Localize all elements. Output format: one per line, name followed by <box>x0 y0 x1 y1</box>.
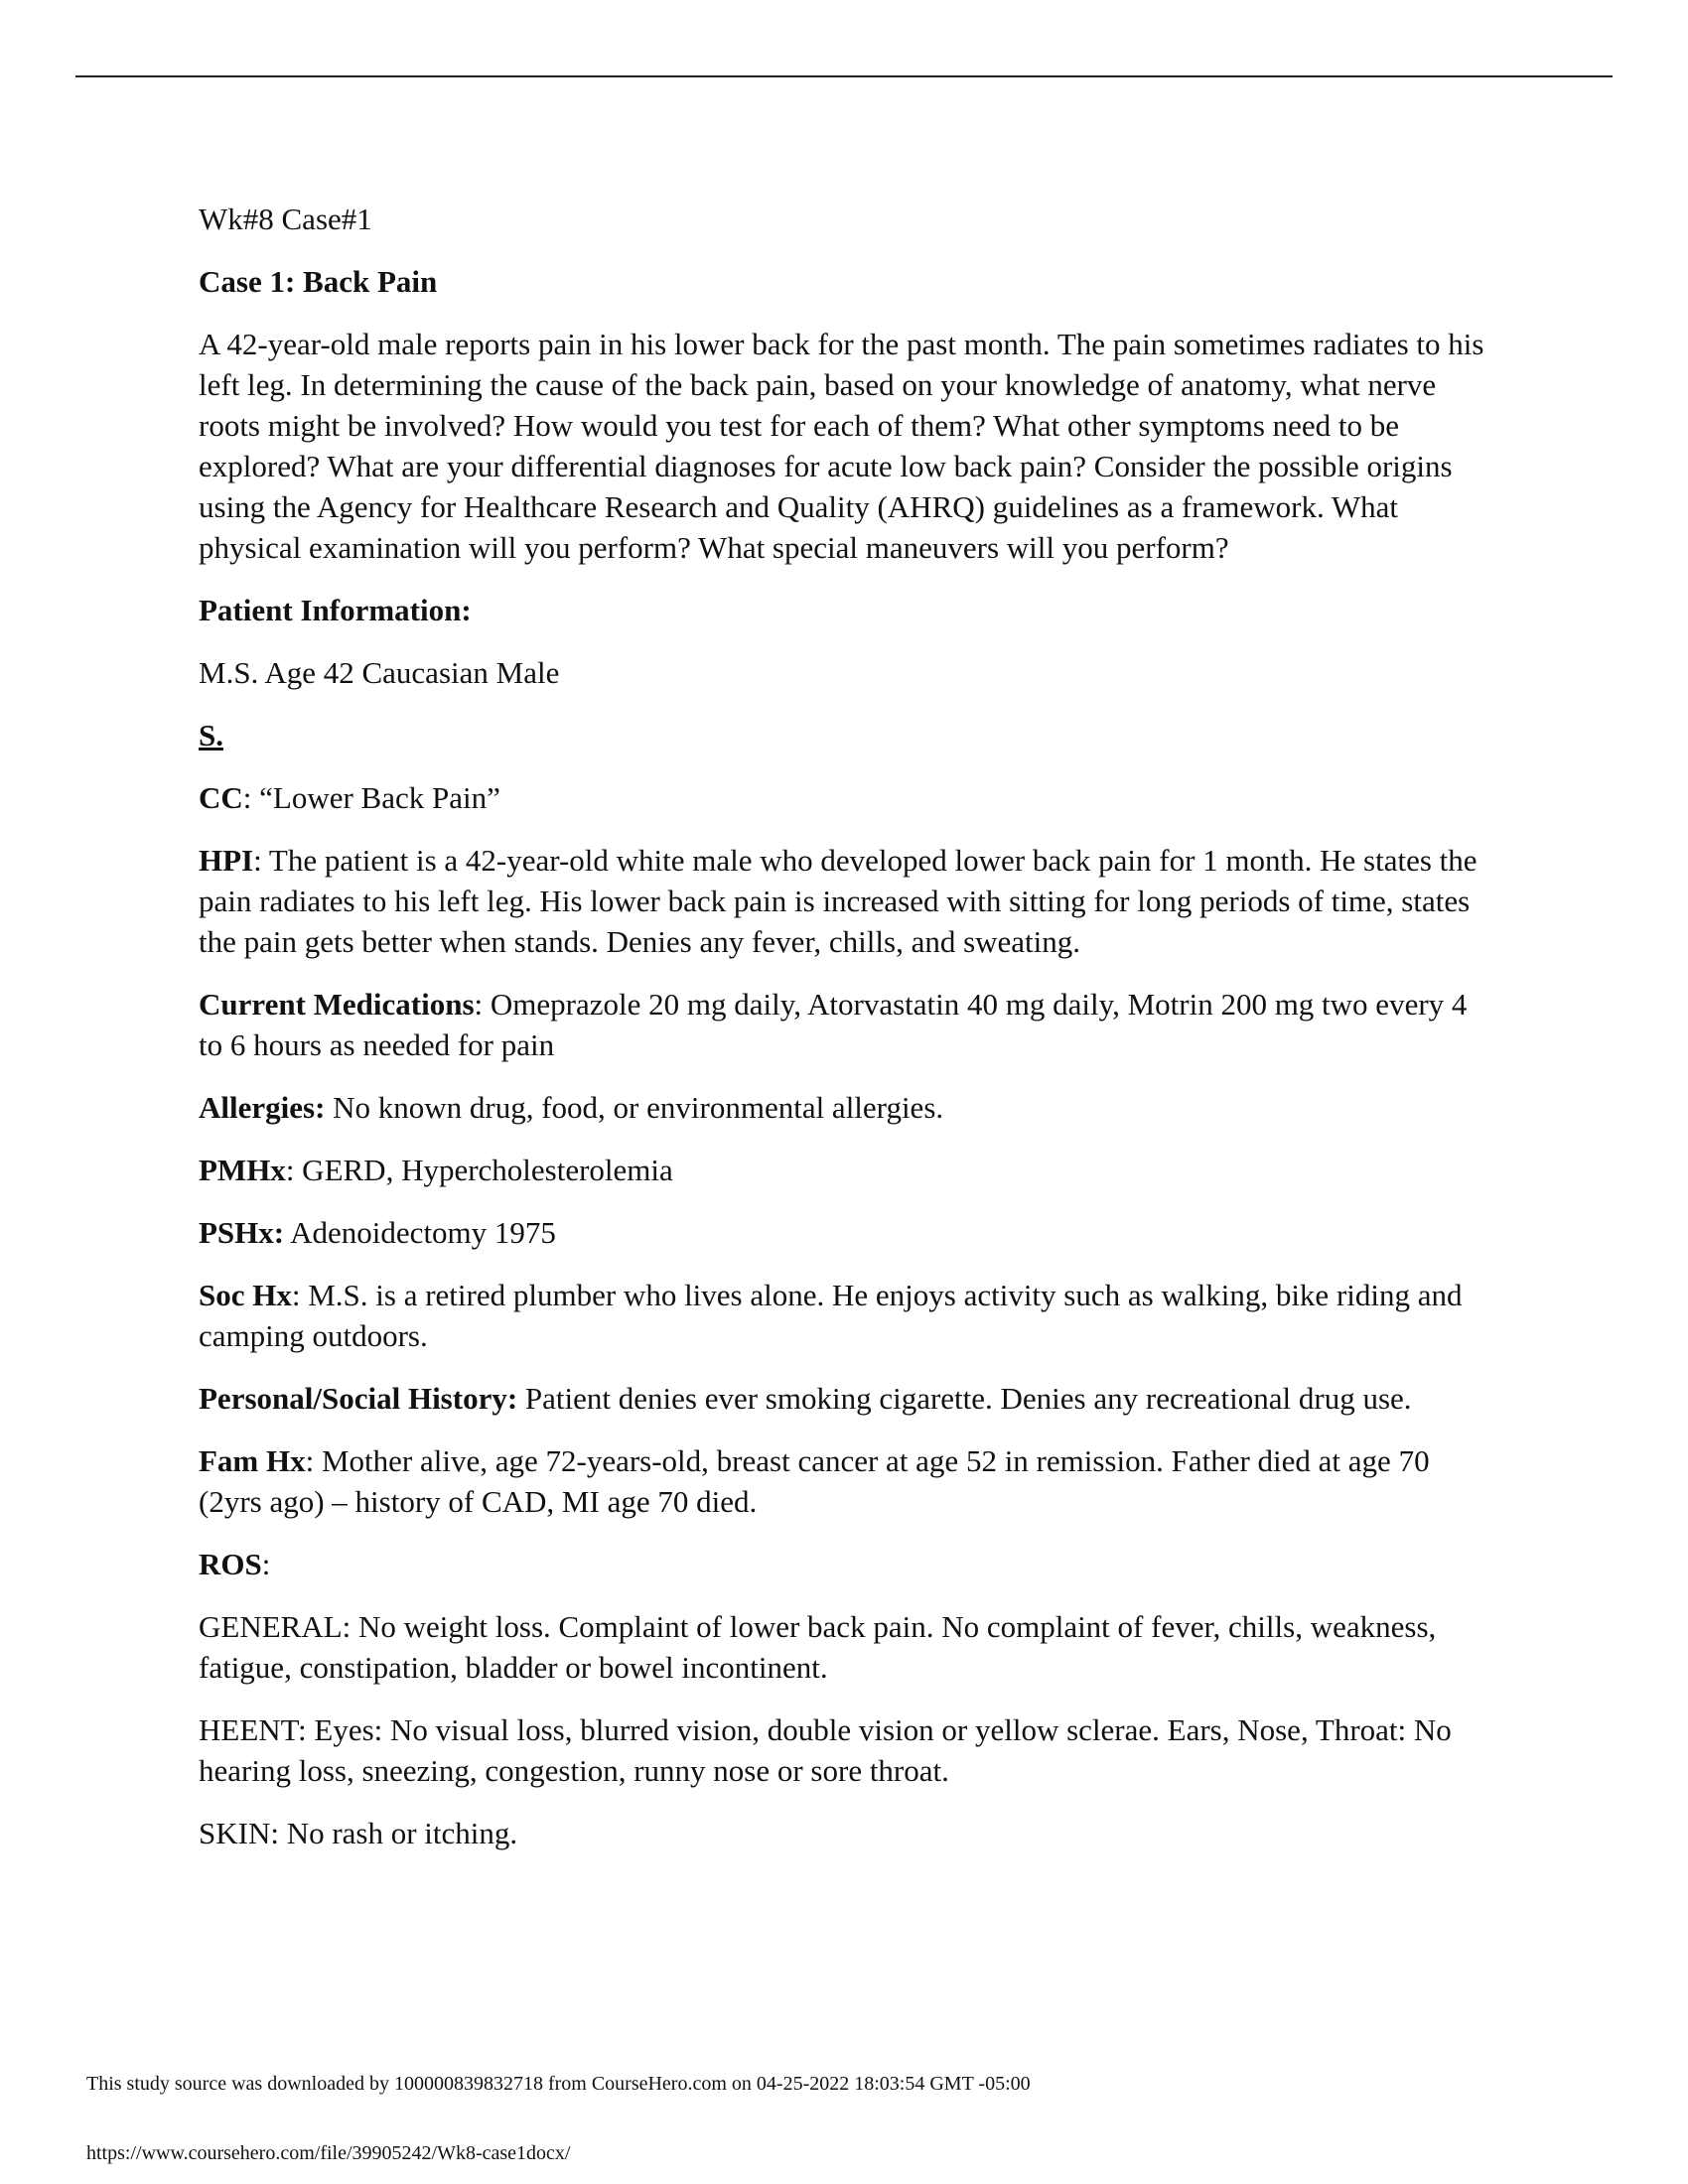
source-url: https://www.coursehero.com/file/39905242/Wk8-case1docx/ <box>86 2142 571 2164</box>
patient-summary: M.S. Age 42 Caucasian Male <box>199 655 560 690</box>
meds-label: Current Medications <box>199 987 475 1022</box>
pshx-label: PSHx: <box>199 1215 285 1250</box>
top-divider <box>75 75 1613 77</box>
medications-section <box>199 984 1489 1065</box>
meds-text: : Omeprazole 20 mg daily, Atorvastatin 40 mg daily, Motrin 200 mg two every 4 to 6 hours as needed for pain <box>199 987 1468 1062</box>
pmhx-text: : GERD, Hypercholesterolemia <box>285 1153 673 1187</box>
ros-heading <box>199 1544 1489 1584</box>
pmhx-section <box>199 1150 1489 1190</box>
cc-text: : “Lower Back Pain” <box>242 780 500 815</box>
chief-complaint <box>199 777 1489 818</box>
ros-general: GENERAL: No weight loss. Complaint of lower back pain. No complaint of fever, chills, weakness, fatigue, constipation, bladder or bowel incontinent. <box>199 1609 1437 1685</box>
famhx-text: : Mother alive, age 72-years-old, breast cancer at age 52 in remission. Father died at age 70 (2yrs ago) – history of CAD, MI age 70 died. <box>199 1443 1430 1519</box>
pshx-section <box>199 1212 1489 1253</box>
patient-info-heading: Patient Information: <box>199 593 472 627</box>
pmhx-label: PMHx <box>199 1153 286 1187</box>
subjective-heading: S. <box>199 718 223 752</box>
sochx-label: Soc Hx <box>199 1278 292 1312</box>
allergies-section <box>199 1087 1489 1128</box>
ros-skin: SKIN: No rash or itching. <box>199 1816 518 1850</box>
document-body <box>199 199 1489 1875</box>
hpi-label: HPI <box>199 843 254 878</box>
social-history-section <box>199 1275 1489 1356</box>
personal-label: Personal/Social History: <box>199 1381 518 1416</box>
sochx-text: : M.S. is a retired plumber who lives alone. He enjoys activity such as walking, bike riding and camping outdoors. <box>199 1278 1463 1353</box>
case-heading: Case 1: Back Pain <box>199 264 438 299</box>
pshx-text: Adenoidectomy 1975 <box>284 1215 556 1250</box>
ros-colon: : <box>261 1547 271 1581</box>
personal-text: Patient denies ever smoking cigarette. Denies any recreational drug use. <box>517 1381 1412 1416</box>
family-history-section <box>199 1440 1489 1522</box>
famhx-label: Fam Hx <box>199 1443 306 1478</box>
allergies-text: No known drug, food, or environmental allergies. <box>325 1090 944 1125</box>
personal-history-section <box>199 1378 1489 1419</box>
ros-heent: HEENT: Eyes: No visual loss, blurred vision, double vision or yellow sclerae. Ears, Nose, Throat: No hearing loss, sneezing, congestion, runny nose or sore throat. <box>199 1712 1452 1788</box>
cc-label: CC <box>199 780 243 815</box>
case-prompt: A 42-year-old male reports pain in his lower back for the past month. The pain sometimes radiates to his left leg. In determining the cause of the back pain, based on your knowledge of anatomy, what nerve roots might be involved? How would you test for each of them? What other symptoms need to be explored? What are your differential diagnoses for acute low back pain? Consider the possible origins using the Agency for Healthcare Research and Quality (AHRQ) guidelines as a framework. What physical examination will you perform? What special maneuvers will you perform? <box>199 327 1484 565</box>
download-notice: This study source was downloaded by 100000839832718 from CourseHero.com on 04-25-2022 18:03:54 GMT -05:00 <box>86 2073 1031 2095</box>
case-title: Wk#8 Case#1 <box>199 202 372 236</box>
hpi-text: : The patient is a 42-year-old white male who developed lower back pain for 1 month. He states the pain radiates to his left leg. His lower back pain is increased with sitting for long periods of time, states the pain gets better when stands. Denies any fever, chills, and sweating. <box>199 843 1477 959</box>
allergies-label: Allergies: <box>199 1090 326 1125</box>
ros-label: ROS <box>199 1547 262 1581</box>
hpi-section <box>199 840 1489 962</box>
